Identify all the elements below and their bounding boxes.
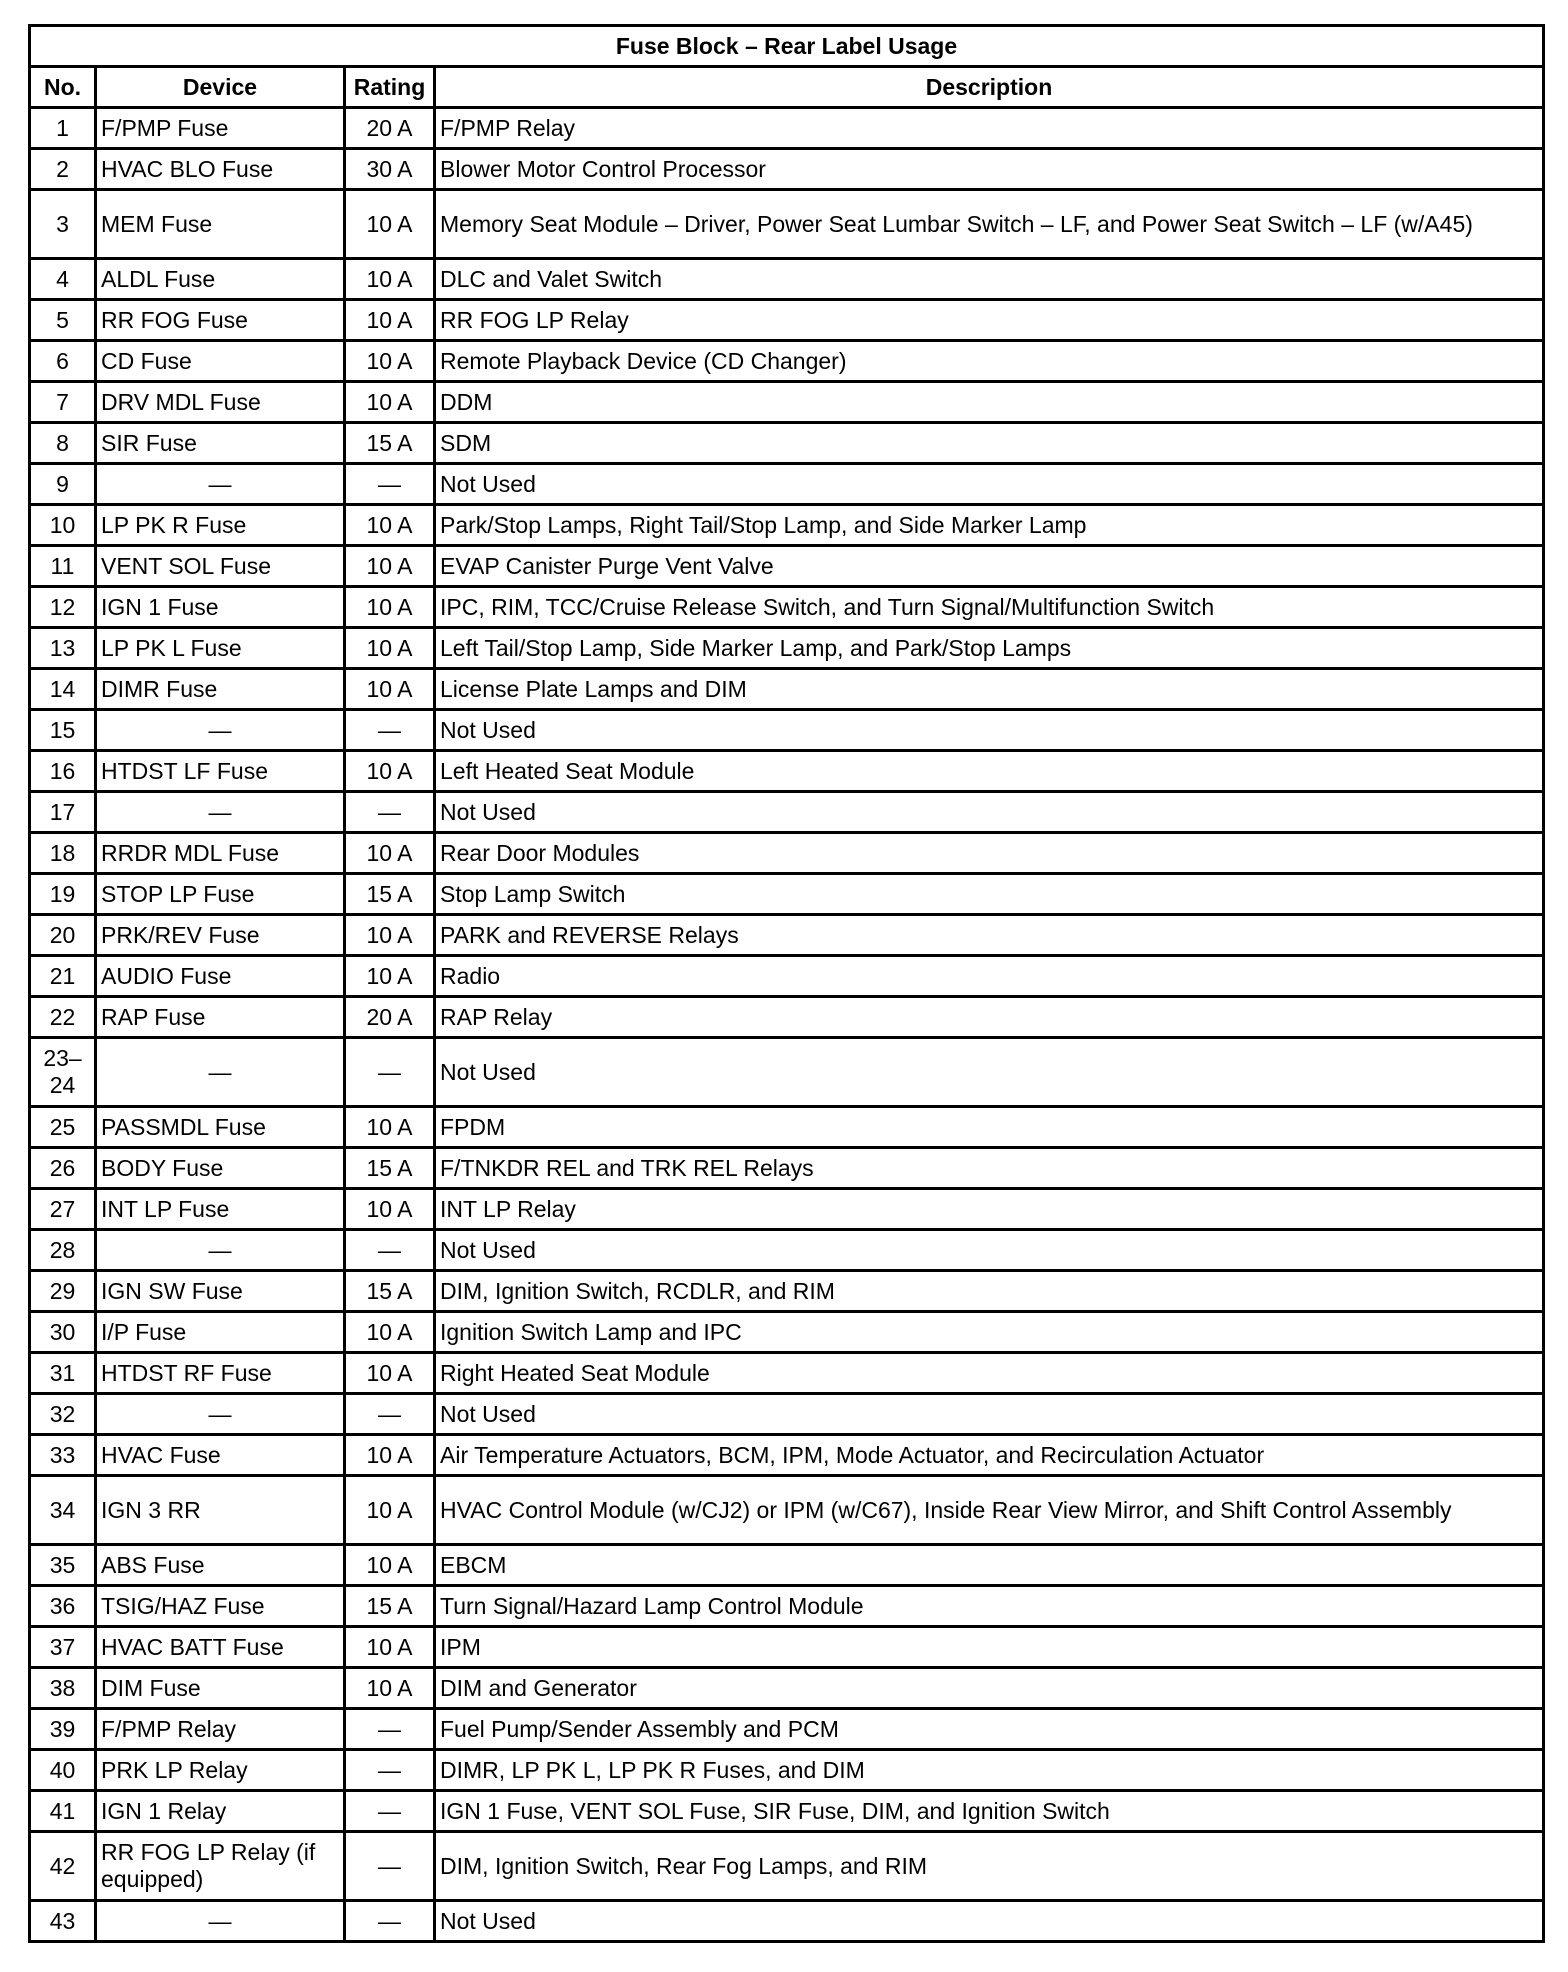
cell-device: RR FOG Fuse [96, 300, 345, 341]
cell-no: 3 [30, 190, 96, 259]
table-row [30, 546, 1544, 587]
cell-device: RAP Fuse [96, 997, 345, 1038]
cell-description: Not Used [435, 1394, 1544, 1435]
cell-no: 25 [30, 1107, 96, 1148]
cell-description: F/TNKDR REL and TRK REL Relays [435, 1148, 1544, 1189]
cell-description: RR FOG LP Relay [435, 300, 1544, 341]
cell-description: Not Used [435, 1230, 1544, 1271]
cell-rating: 10 A [345, 1668, 435, 1709]
header-description: Description [435, 67, 1544, 108]
cell-description: RAP Relay [435, 997, 1544, 1038]
cell-description: EBCM [435, 1545, 1544, 1586]
fuse-table [28, 24, 1545, 1943]
cell-no: 5 [30, 300, 96, 341]
cell-description: Not Used [435, 464, 1544, 505]
cell-rating: 15 A [345, 1271, 435, 1312]
table-row [30, 710, 1544, 751]
cell-device: IGN 3 RR [96, 1476, 345, 1545]
cell-description: Not Used [435, 710, 1544, 751]
cell-no: 1 [30, 108, 96, 149]
cell-rating: — [345, 1791, 435, 1832]
table-row [30, 1353, 1544, 1394]
cell-device: — [96, 464, 345, 505]
cell-description: PARK and REVERSE Relays [435, 915, 1544, 956]
cell-description: Right Heated Seat Module [435, 1353, 1544, 1394]
table-row [30, 259, 1544, 300]
cell-description: SDM [435, 423, 1544, 464]
cell-device: F/PMP Fuse [96, 108, 345, 149]
cell-rating: 20 A [345, 108, 435, 149]
cell-description: Air Temperature Actuators, BCM, IPM, Mode Actuator, and Recirculation Actuator [435, 1435, 1544, 1476]
table-row [30, 1901, 1544, 1942]
cell-no: 26 [30, 1148, 96, 1189]
table-row [30, 1189, 1544, 1230]
cell-description: Turn Signal/Hazard Lamp Control Module [435, 1586, 1544, 1627]
cell-rating: 15 A [345, 423, 435, 464]
cell-rating: — [345, 1709, 435, 1750]
cell-no: 11 [30, 546, 96, 587]
table-row [30, 1271, 1544, 1312]
table-row [30, 874, 1544, 915]
cell-rating: 15 A [345, 1586, 435, 1627]
cell-device: F/PMP Relay [96, 1709, 345, 1750]
cell-no: 38 [30, 1668, 96, 1709]
cell-no: 10 [30, 505, 96, 546]
table-row [30, 464, 1544, 505]
table-row [30, 669, 1544, 710]
cell-description: INT LP Relay [435, 1189, 1544, 1230]
cell-device: BODY Fuse [96, 1148, 345, 1189]
cell-rating: 10 A [345, 628, 435, 669]
cell-no: 27 [30, 1189, 96, 1230]
cell-device: HVAC BLO Fuse [96, 149, 345, 190]
table-row [30, 751, 1544, 792]
cell-no: 29 [30, 1271, 96, 1312]
cell-description: Radio [435, 956, 1544, 997]
cell-no: 23–24 [30, 1038, 96, 1107]
cell-device: CD Fuse [96, 341, 345, 382]
cell-description: Not Used [435, 1038, 1544, 1107]
cell-description: EVAP Canister Purge Vent Valve [435, 546, 1544, 587]
cell-description: Fuel Pump/Sender Assembly and PCM [435, 1709, 1544, 1750]
cell-rating: — [345, 1230, 435, 1271]
cell-no: 36 [30, 1586, 96, 1627]
cell-no: 40 [30, 1750, 96, 1791]
cell-description: Left Tail/Stop Lamp, Side Marker Lamp, and Park/Stop Lamps [435, 628, 1544, 669]
cell-rating: 10 A [345, 300, 435, 341]
cell-no: 41 [30, 1791, 96, 1832]
cell-device: RRDR MDL Fuse [96, 833, 345, 874]
table-row [30, 149, 1544, 190]
header-device: Device [96, 67, 345, 108]
cell-description: DIM, Ignition Switch, Rear Fog Lamps, and RIM [435, 1832, 1544, 1901]
cell-description: DIM and Generator [435, 1668, 1544, 1709]
table-row [30, 915, 1544, 956]
table-row [30, 628, 1544, 669]
cell-no: 34 [30, 1476, 96, 1545]
cell-rating: 10 A [345, 751, 435, 792]
cell-no: 12 [30, 587, 96, 628]
cell-rating: — [345, 1394, 435, 1435]
cell-no: 9 [30, 464, 96, 505]
cell-rating: 10 A [345, 1189, 435, 1230]
cell-rating: 10 A [345, 382, 435, 423]
cell-device: DRV MDL Fuse [96, 382, 345, 423]
cell-rating: 10 A [345, 833, 435, 874]
cell-no: 22 [30, 997, 96, 1038]
cell-description: F/PMP Relay [435, 108, 1544, 149]
cell-description: DIMR, LP PK L, LP PK R Fuses, and DIM [435, 1750, 1544, 1791]
table-row [30, 587, 1544, 628]
cell-description: HVAC Control Module (w/CJ2) or IPM (w/C67), Inside Rear View Mirror, and Shift Control Assembly [435, 1476, 1544, 1545]
cell-description: DIM, Ignition Switch, RCDLR, and RIM [435, 1271, 1544, 1312]
cell-no: 30 [30, 1312, 96, 1353]
cell-device: DIM Fuse [96, 1668, 345, 1709]
cell-device: — [96, 1038, 345, 1107]
cell-rating: 10 A [345, 1107, 435, 1148]
cell-device: VENT SOL Fuse [96, 546, 345, 587]
table-row [30, 300, 1544, 341]
cell-no: 6 [30, 341, 96, 382]
cell-rating: 10 A [345, 259, 435, 300]
cell-no: 2 [30, 149, 96, 190]
cell-no: 21 [30, 956, 96, 997]
cell-no: 43 [30, 1901, 96, 1942]
cell-description: Remote Playback Device (CD Changer) [435, 341, 1544, 382]
cell-no: 16 [30, 751, 96, 792]
cell-no: 39 [30, 1709, 96, 1750]
cell-rating: 10 A [345, 669, 435, 710]
cell-no: 13 [30, 628, 96, 669]
cell-description: Blower Motor Control Processor [435, 149, 1544, 190]
cell-device: — [96, 1901, 345, 1942]
cell-description: IPM [435, 1627, 1544, 1668]
cell-rating: — [345, 710, 435, 751]
table-row [30, 997, 1544, 1038]
cell-rating: — [345, 1750, 435, 1791]
cell-no: 8 [30, 423, 96, 464]
title-row [30, 26, 1544, 67]
cell-description: DDM [435, 382, 1544, 423]
cell-no: 37 [30, 1627, 96, 1668]
table-row [30, 1435, 1544, 1476]
table-title: Fuse Block – Rear Label Usage [30, 26, 1544, 67]
cell-rating: — [345, 1901, 435, 1942]
cell-device: TSIG/HAZ Fuse [96, 1586, 345, 1627]
table-row [30, 1038, 1544, 1107]
cell-description: Ignition Switch Lamp and IPC [435, 1312, 1544, 1353]
cell-device: — [96, 792, 345, 833]
cell-description: IGN 1 Fuse, VENT SOL Fuse, SIR Fuse, DIM, and Ignition Switch [435, 1791, 1544, 1832]
cell-device: DIMR Fuse [96, 669, 345, 710]
cell-device: ABS Fuse [96, 1545, 345, 1586]
cell-rating: — [345, 464, 435, 505]
cell-description: License Plate Lamps and DIM [435, 669, 1544, 710]
header-no: No. [30, 67, 96, 108]
cell-device: AUDIO Fuse [96, 956, 345, 997]
table-row [30, 1476, 1544, 1545]
table-row [30, 833, 1544, 874]
cell-device: INT LP Fuse [96, 1189, 345, 1230]
cell-description: IPC, RIM, TCC/Cruise Release Switch, and Turn Signal/Multifunction Switch [435, 587, 1544, 628]
cell-no: 17 [30, 792, 96, 833]
table-row [30, 1545, 1544, 1586]
table-row [30, 1709, 1544, 1750]
cell-device: PRK/REV Fuse [96, 915, 345, 956]
cell-rating: 10 A [345, 1353, 435, 1394]
cell-description: Rear Door Modules [435, 833, 1544, 874]
cell-no: 28 [30, 1230, 96, 1271]
cell-device: PRK LP Relay [96, 1750, 345, 1791]
table-row [30, 1230, 1544, 1271]
cell-no: 20 [30, 915, 96, 956]
cell-rating: 30 A [345, 149, 435, 190]
table-row [30, 1394, 1544, 1435]
table-row [30, 1750, 1544, 1791]
cell-device: — [96, 1230, 345, 1271]
cell-device: I/P Fuse [96, 1312, 345, 1353]
cell-device: LP PK R Fuse [96, 505, 345, 546]
cell-rating: 10 A [345, 956, 435, 997]
table-row [30, 1668, 1544, 1709]
cell-rating: 10 A [345, 505, 435, 546]
cell-no: 32 [30, 1394, 96, 1435]
table-row [30, 1586, 1544, 1627]
cell-rating: 10 A [345, 1545, 435, 1586]
table-row [30, 1791, 1544, 1832]
cell-description: Park/Stop Lamps, Right Tail/Stop Lamp, and Side Marker Lamp [435, 505, 1544, 546]
cell-device: MEM Fuse [96, 190, 345, 259]
cell-description: Stop Lamp Switch [435, 874, 1544, 915]
cell-device: HTDST LF Fuse [96, 751, 345, 792]
header-rating: Rating [345, 67, 435, 108]
cell-device: — [96, 1394, 345, 1435]
cell-device: ALDL Fuse [96, 259, 345, 300]
cell-no: 33 [30, 1435, 96, 1476]
cell-device: IGN 1 Fuse [96, 587, 345, 628]
table-row [30, 1627, 1544, 1668]
table-row [30, 1148, 1544, 1189]
cell-rating: — [345, 792, 435, 833]
cell-rating: 10 A [345, 1435, 435, 1476]
cell-rating: 10 A [345, 341, 435, 382]
cell-rating: 10 A [345, 1312, 435, 1353]
cell-description: Memory Seat Module – Driver, Power Seat Lumbar Switch – LF, and Power Seat Switch – LF (w/A45) [435, 190, 1544, 259]
cell-rating: 10 A [345, 1627, 435, 1668]
cell-device: IGN SW Fuse [96, 1271, 345, 1312]
cell-no: 42 [30, 1832, 96, 1901]
cell-rating: — [345, 1038, 435, 1107]
table-row [30, 1832, 1544, 1901]
cell-device: LP PK L Fuse [96, 628, 345, 669]
table-row [30, 792, 1544, 833]
cell-device: IGN 1 Relay [96, 1791, 345, 1832]
cell-rating: 10 A [345, 1476, 435, 1545]
header-row [30, 67, 1544, 108]
cell-rating: 10 A [345, 587, 435, 628]
cell-device: SIR Fuse [96, 423, 345, 464]
cell-no: 7 [30, 382, 96, 423]
table-row [30, 956, 1544, 997]
cell-rating: 10 A [345, 190, 435, 259]
cell-no: 14 [30, 669, 96, 710]
cell-rating: 15 A [345, 874, 435, 915]
cell-no: 4 [30, 259, 96, 300]
table-row [30, 341, 1544, 382]
cell-device: PASSMDL Fuse [96, 1107, 345, 1148]
table-row [30, 423, 1544, 464]
cell-rating: 10 A [345, 546, 435, 587]
cell-no: 19 [30, 874, 96, 915]
cell-description: DLC and Valet Switch [435, 259, 1544, 300]
cell-no: 15 [30, 710, 96, 751]
cell-device: — [96, 710, 345, 751]
cell-no: 31 [30, 1353, 96, 1394]
cell-no: 18 [30, 833, 96, 874]
cell-rating: 10 A [345, 915, 435, 956]
cell-description: Not Used [435, 792, 1544, 833]
cell-no: 35 [30, 1545, 96, 1586]
cell-device: HTDST RF Fuse [96, 1353, 345, 1394]
cell-device: HVAC BATT Fuse [96, 1627, 345, 1668]
cell-device: RR FOG LP Relay (if equipped) [96, 1832, 345, 1901]
table-row [30, 190, 1544, 259]
table-body [30, 108, 1544, 1942]
cell-description: Left Heated Seat Module [435, 751, 1544, 792]
cell-device: HVAC Fuse [96, 1435, 345, 1476]
table-row [30, 505, 1544, 546]
cell-device: STOP LP Fuse [96, 874, 345, 915]
cell-description: FPDM [435, 1107, 1544, 1148]
cell-rating: — [345, 1832, 435, 1901]
cell-rating: 15 A [345, 1148, 435, 1189]
table-row [30, 1312, 1544, 1353]
table-row [30, 1107, 1544, 1148]
cell-description: Not Used [435, 1901, 1544, 1942]
table-row [30, 108, 1544, 149]
cell-rating: 20 A [345, 997, 435, 1038]
table-row [30, 382, 1544, 423]
